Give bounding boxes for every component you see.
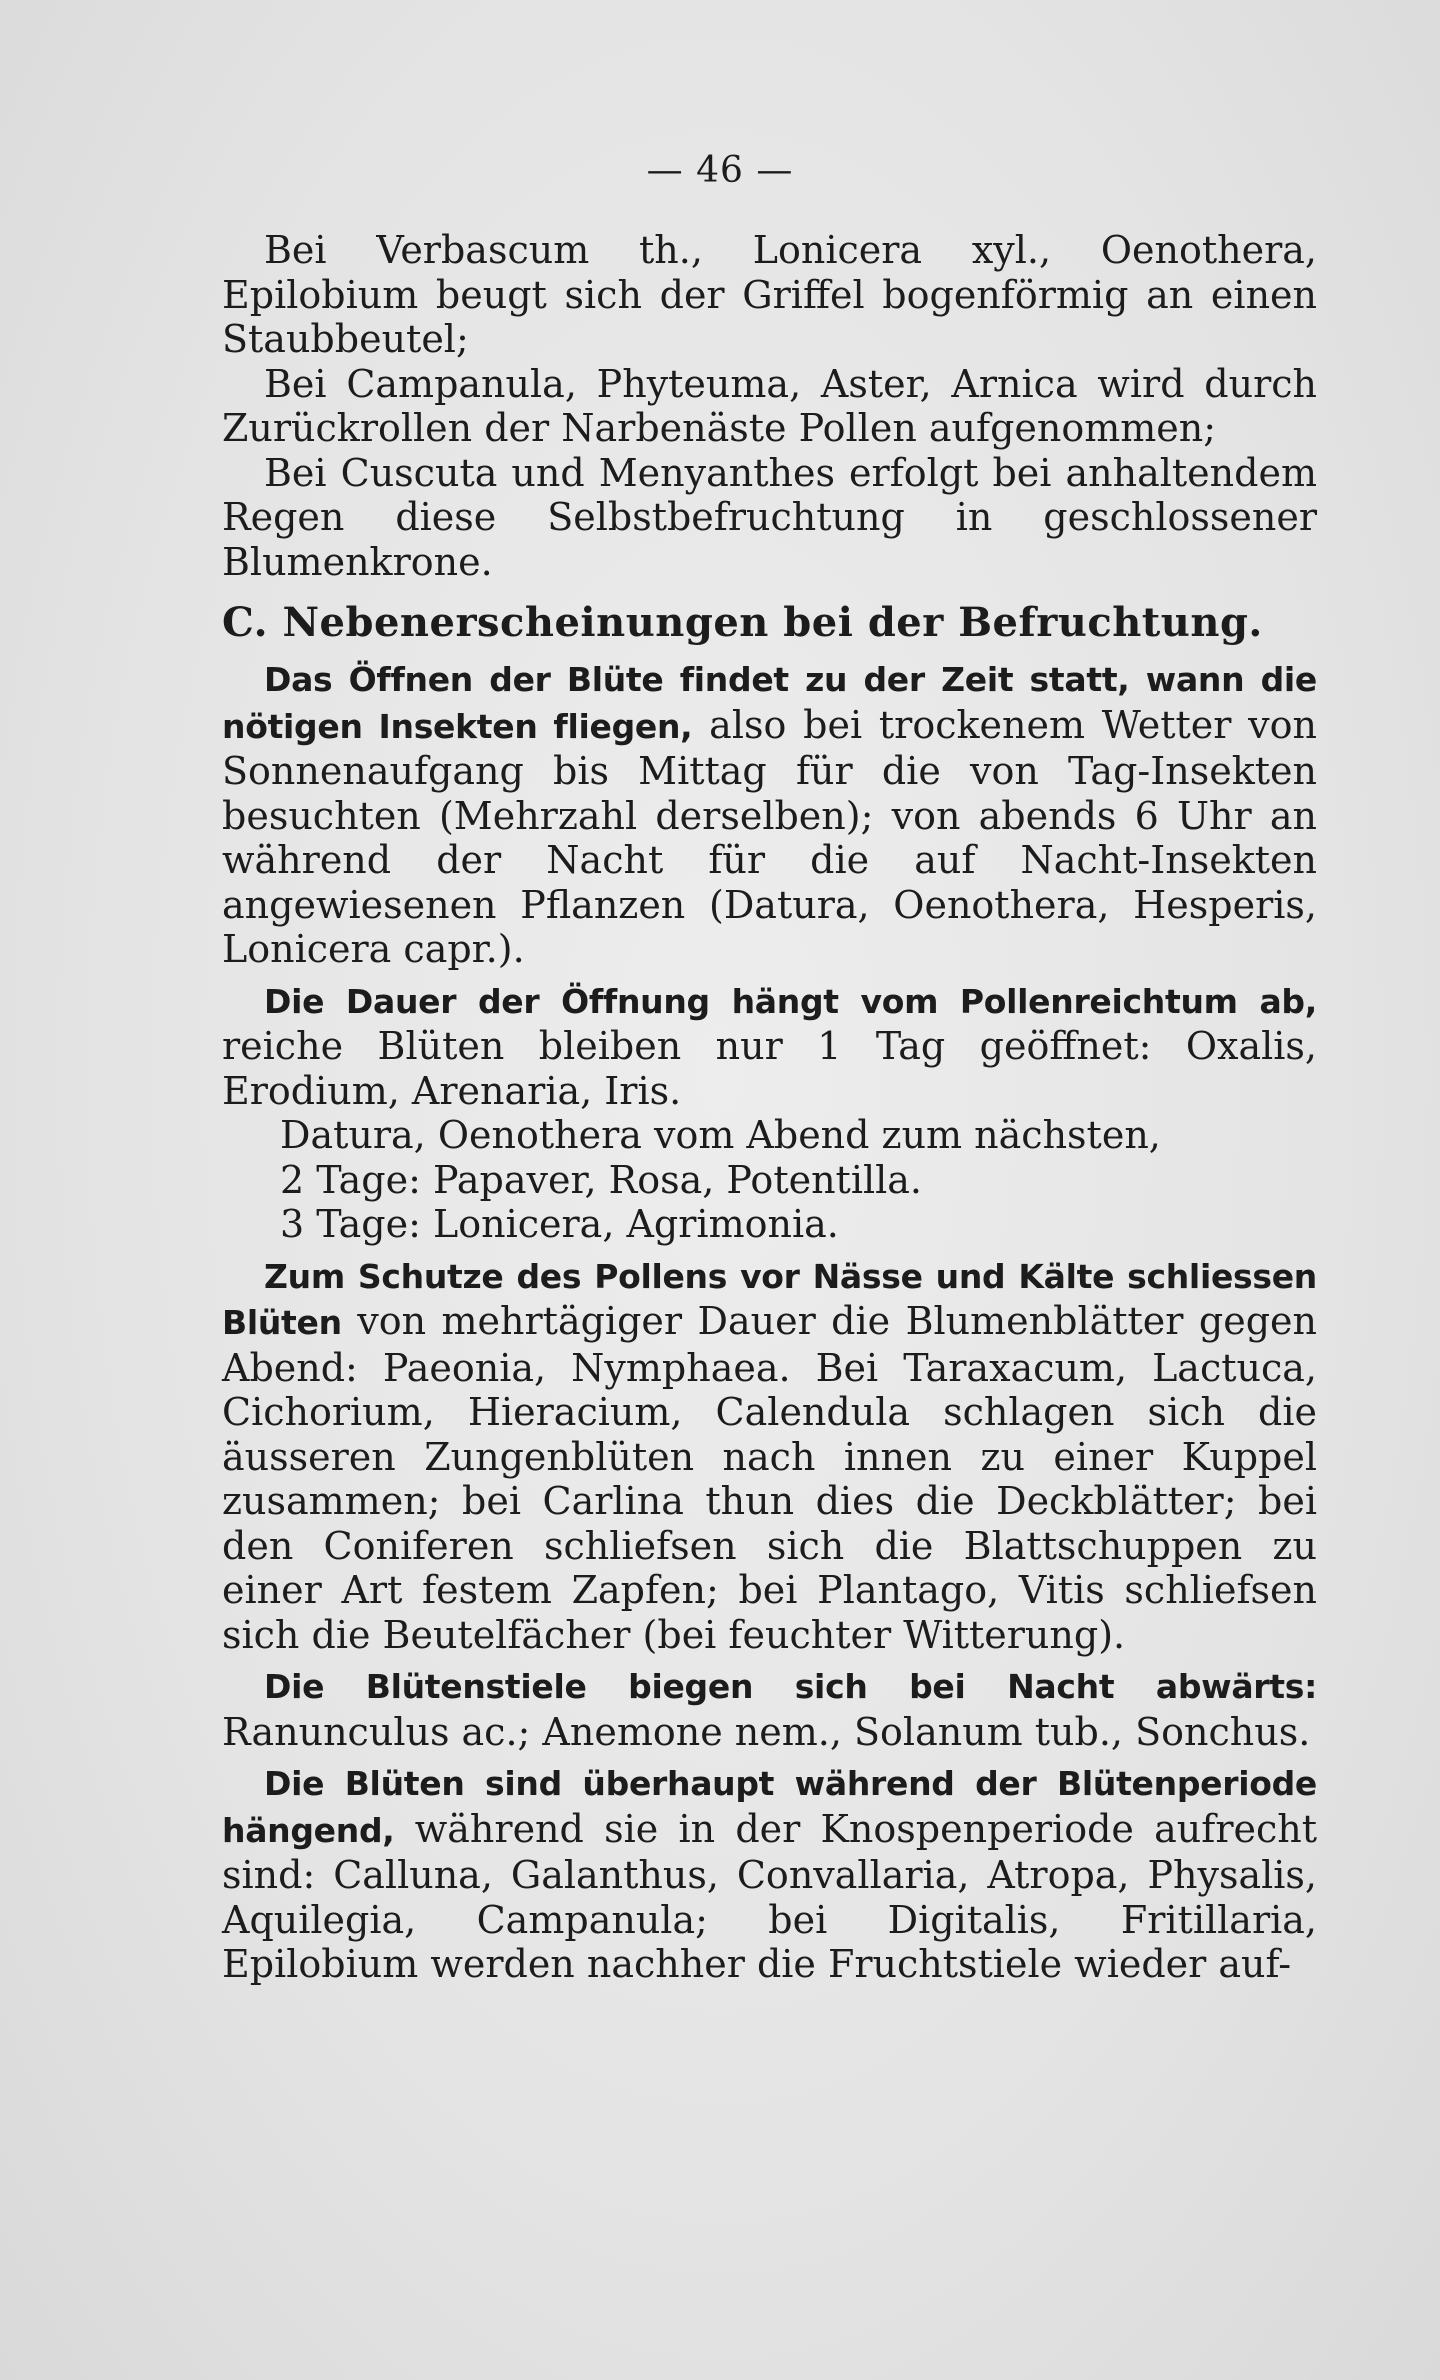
paragraph-haengend — [222, 1760, 1317, 1987]
paragraph-dauer — [222, 978, 1317, 1114]
paragraph-schutze — [222, 1253, 1317, 1658]
paragraph-body: also bei trockenem Wetter von Sonnenaufgang bis Mittag für die von Tag-Insekten besuchten (Mehrzahl derselben); von abends 6 Uhr an während der Nacht für die auf Nacht-Insekten angewiesenen Pflanzen (Datura, Oenothera, Hesperis, Lonicera capr.). — [222, 702, 1317, 971]
page-number: — 46 — — [646, 150, 794, 191]
paragraph-3-tage: 3 Tage: Lonicera, Agrimonia. — [280, 1202, 839, 1246]
paragraph-bluetenstiele — [222, 1663, 1317, 1754]
paragraph-lead: Das Öffnen der Blüte findet zu der Zeit statt, wann die nötigen Insekten fliegen, — [222, 660, 1317, 746]
paragraph-cuscuta: Bei Cuscuta und Menyanthes erfolgt bei anhaltendem Regen diese Selbstbefruchtung in geschlossener Blumenkrone. — [222, 450, 1317, 584]
paragraph-lead: Die Dauer der Öffnung hängt vom Pollenreichtum ab, — [264, 981, 1317, 1021]
page-body — [222, 228, 1317, 1987]
paragraph-body: während sie in der Knospenperiode aufrecht sind: Calluna, Galanthus, Convallaria, Atropa, Physalis, Aquilegia, Campanula; bei Digitalis, Fritillaria, Epilobium werden nachher die Fruchtstiele wieder auf- — [222, 1806, 1317, 1986]
paragraph-body: Ranunculus ac.; Anemone nem., Solanum tub., Sonchus. — [222, 1709, 1311, 1754]
paragraph-lead: Die Blüten sind überhaupt während der Blütenperiode hängend, — [222, 1764, 1317, 1850]
paragraph-verbascum: Bei Verbascum th., Lonicera xyl., Oenothera, Epilobium beugt sich der Griffel bogenförmig an einen Staubbeutel; — [222, 228, 1317, 361]
paragraph-datura: Datura, Oenothera vom Abend zum nächsten, — [280, 1113, 1161, 1157]
paragraph-body: von mehrtägiger Dauer die Blumenblätter gegen Abend: Paeonia, Nymphaea. Bei Taraxacum, Lactuca, Cichorium, Hieracium, Calendula schlagen sich die äusseren Zungenblüten nach innen zu einer Kuppel zusammen; bei Carlina thun dies die Deckblätter; bei den Coniferen schliefsen sich die Blattschuppen zu einer Art festem Zapfen; bei Plantago, Vitis schliefsen sich die Beutelfächer (bei feuchter Witterung). — [222, 1299, 1317, 1657]
section-heading: C. Nebenerscheinungen bei der Befruchtung. — [222, 599, 1263, 646]
paragraph-oeffnen — [222, 656, 1317, 972]
paragraph-body: reiche Blüten bleiben nur 1 Tag geöffnet: Oxalis, Erodium, Arenaria, Iris. — [222, 1024, 1317, 1113]
paragraph-campanula: Bei Campanula, Phyteuma, Aster, Arnica wird durch Zurückrollen der Narbenäste Pollen aufgenommen; — [222, 361, 1317, 450]
paragraph-lead: Zum Schutze des Pollens vor Nässe und Kälte schliessen Blüten — [222, 1256, 1317, 1342]
paragraph-2-tage: 2 Tage: Papaver, Rosa, Potentilla. — [280, 1157, 923, 1202]
paragraph-lead: Die Blütenstiele biegen sich bei Nacht abwärts: — [264, 1667, 1317, 1706]
